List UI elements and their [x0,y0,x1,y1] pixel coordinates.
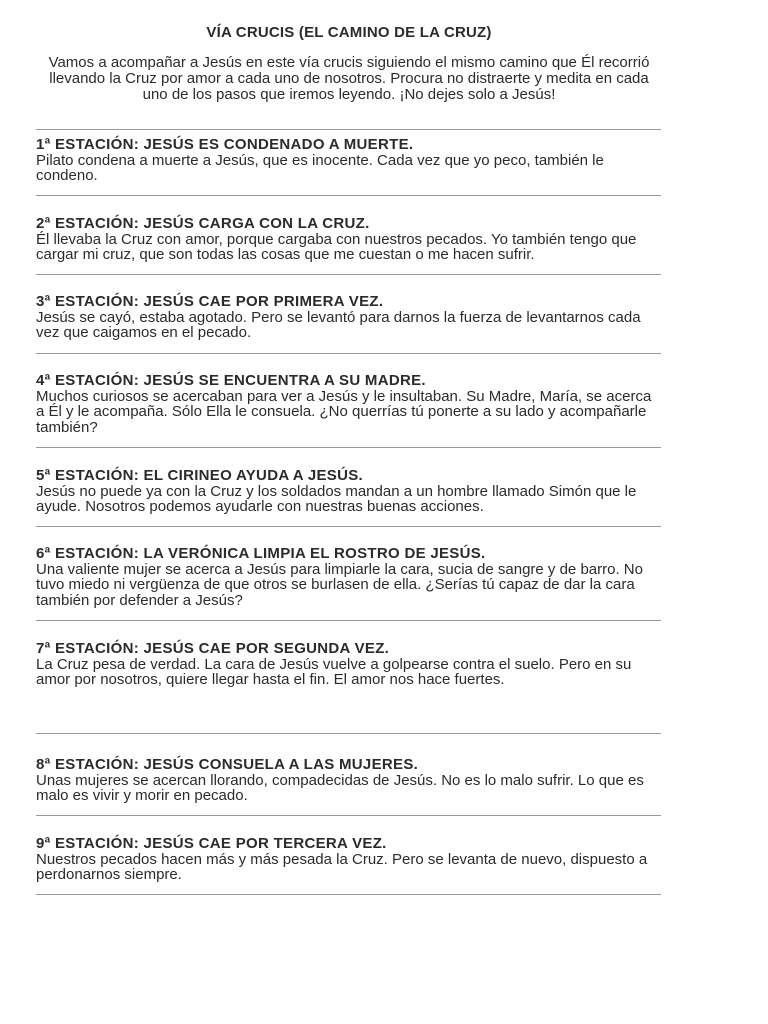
station-title: 6ª ESTACIÓN: LA VERÓNICA LIMPIA EL ROSTRO DE JESÚS. [36,545,486,562]
station-text: Muchos curiosos se acercaban para ver a Jesús y le insultaban. Su Madre, María, se acerca a Él y le acompaña. Sólo Ella le consuela. ¿No querrías tú ponerte a su lado y acompañarle también? [36,387,652,437]
station-text: La Cruz pesa de verdad. La cara de Jesús vuelve a golpearse contra el suelo. Pero en su amor por nosotros, quiere llegar hasta el fin. El amor nos hace fuertes. [36,655,632,689]
station-9 [36,836,660,883]
station-title: 3ª ESTACIÓN: JESÚS CAE POR PRIMERA VEZ. [36,293,384,310]
intro-paragraph: Vamos a acompañar a Jesús en este vía crucis siguiendo el mismo camino que Él recorrió llevando la Cruz por amor a cada uno de nosotros. Procura no distraerte y medita en cada uno de los pasos que iremos leyendo. ¡No dejes solo a Jesús! [48,54,650,103]
station-title: 4ª ESTACIÓN: JESÚS SE ENCUENTRA A SU MADRE. [36,372,426,389]
station-text: Unas mujeres se acercan llorando, compadecidas de Jesús. No es lo malo sufrir. Lo que es malo es vivir y morir en pecado. [36,771,644,805]
divider [36,274,661,275]
station-6 [36,546,660,609]
station-4 [36,373,660,436]
divider [36,733,661,734]
station-text: Una valiente mujer se acerca a Jesús para limpiarle la cara, sucia de sangre y de barro. No tuvo miedo ni vergüenza de que otros se burlasen de ella. ¿Serías tú capaz de dar la cara también por defender a Jesús? [36,560,643,610]
divider [36,353,661,354]
station-3 [36,294,660,341]
divider [36,195,661,196]
station-text: Él llevaba la Cruz con amor, porque cargaba con nuestros pecados. Yo también tengo que cargar mi cruz, que son todas las cosas que me cuestan o me hacen sufrir. [36,230,637,264]
station-title: 2ª ESTACIÓN: JESÚS CARGA CON LA CRUZ. [36,215,370,232]
station-text: Pilato condena a muerte a Jesús, que es inocente. Cada vez que yo peco, también le condeno. [36,151,604,185]
station-title: 8ª ESTACIÓN: JESÚS CONSUELA A LAS MUJERES. [36,756,419,773]
divider [36,815,661,816]
station-title: 1ª ESTACIÓN: JESÚS ES CONDENADO A MUERTE. [36,136,414,153]
station-title: 9ª ESTACIÓN: JESÚS CAE POR TERCERA VEZ. [36,835,387,852]
divider [36,447,661,448]
station-text: Jesús no puede ya con la Cruz y los soldados mandan a un hombre llamado Simón que le ayude. Nosotros podemos ayudarle con nuestras buenas acciones. [36,482,637,516]
divider [36,526,661,527]
station-5 [36,468,660,515]
station-title: 5ª ESTACIÓN: EL CIRINEO AYUDA A JESÚS. [36,467,364,484]
divider [36,129,661,130]
divider [36,894,661,895]
station-1 [36,137,660,184]
station-title: 7ª ESTACIÓN: JESÚS CAE POR SEGUNDA VEZ. [36,640,390,657]
station-text: Nuestros pecados hacen más y más pesada la Cruz. Pero se levanta de nuevo, dispuesto a perdonarnos siempre. [36,850,648,884]
station-text: Jesús se cayó, estaba agotado. Pero se levantó para darnos la fuerza de levantarnos cada vez que caigamos en el pecado. [36,308,641,342]
station-8 [36,757,660,804]
document-title: VÍA CRUCIS (EL CAMINO DE LA CRUZ) [206,24,492,41]
divider [36,620,661,621]
station-7 [36,641,660,688]
station-2 [36,216,660,263]
